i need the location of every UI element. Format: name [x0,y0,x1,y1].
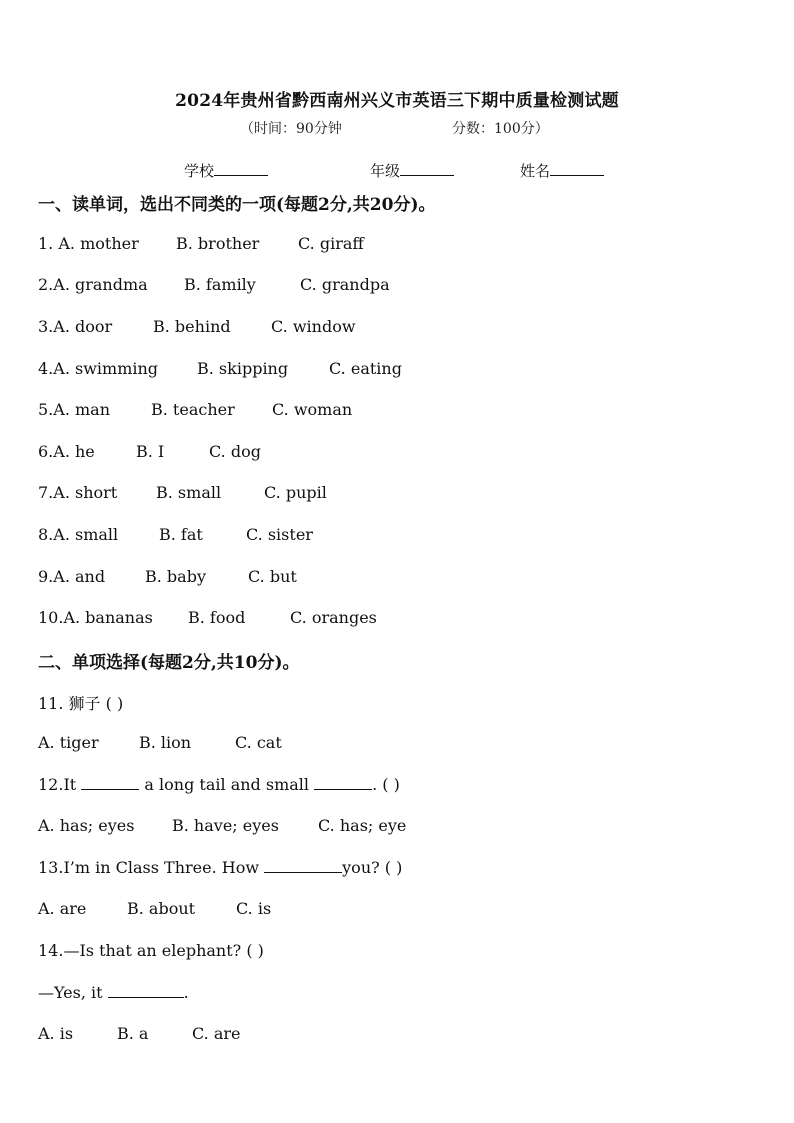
question-text: a long tail and small [144,775,310,794]
option-c: C. woman [272,400,353,419]
grade-label: 年级 [370,162,401,180]
option-b: B. small [156,483,222,502]
option-a: 9.A. and [38,567,106,586]
option-a: 5.A. man [38,400,111,419]
answer-blank[interactable] [264,858,342,873]
question-text: . [183,983,189,1002]
question-text: 13.I’m in Class Three. How [38,858,260,877]
section1-heading: 一、读单词，选出不同类的一项(每题2分,共20分)。 [38,195,436,215]
option-b: B. behind [153,317,231,336]
option-c: C. cat [235,733,282,752]
section2-heading: 二、单项选择(每题2分,共10分)。 [38,653,300,673]
name-label: 姓名 [520,162,551,180]
option-a: A. tiger [38,733,99,752]
option-b: B. about [127,899,196,918]
option-c: C. are [192,1024,241,1043]
option-c: C. dog [209,442,261,461]
option-b: B. a [117,1024,149,1043]
name-blank[interactable] [550,161,604,176]
question-11: 11. 狮子 ( ) [38,694,124,713]
option-b: B. have; eyes [172,816,279,835]
option-b: B. teacher [151,400,235,419]
time-info: （时间：90分钟 [240,121,342,137]
option-b: B. I [136,442,165,461]
page-title: 2024年贵州省黔西南州兴义市英语三下期中质量检测试题 [175,91,619,111]
school-label: 学校 [184,162,215,180]
option-b: B. baby [145,567,206,586]
answer-blank[interactable] [314,775,372,790]
option-a: A. is [38,1024,74,1043]
option-a: 7.A. short [38,483,118,502]
option-c: C. has; eye [318,816,407,835]
option-c: C. eating [329,359,402,378]
answer-blank[interactable] [81,775,139,790]
option-b: B. fat [159,525,203,544]
question-text: 12.It [38,775,77,794]
option-c: C. window [271,317,356,336]
grade-blank[interactable] [400,161,454,176]
question-text: —Yes, it [38,983,103,1002]
option-c: C. giraff [298,234,364,253]
school-field[interactable] [184,160,268,181]
option-a: 1. A. mother [38,234,139,253]
option-b: B. family [184,275,256,294]
option-c: C. but [248,567,297,586]
option-c: C. grandpa [300,275,390,294]
option-c: C. sister [246,525,313,544]
option-a: A. are [38,899,87,918]
option-b: B. food [188,608,246,627]
option-b: B. lion [139,733,192,752]
answer-bracket: . ( ) [372,775,400,794]
option-a: 8.A. small [38,525,119,544]
school-blank[interactable] [214,161,268,176]
option-a: 6.A. he [38,442,95,461]
question-14-reply [38,983,189,1002]
option-c: C. oranges [290,608,377,627]
option-a: A. has; eyes [38,816,135,835]
option-b: B. brother [176,234,260,253]
question-13 [38,858,402,877]
option-c: C. is [236,899,272,918]
option-b: B. skipping [197,359,289,378]
name-field[interactable] [520,160,604,181]
grade-field[interactable] [370,160,454,181]
option-c: C. pupil [264,483,327,502]
score-info: 分数：100分） [452,121,549,137]
question-12 [38,775,400,794]
option-a: 2.A. grandma [38,275,148,294]
answer-bracket: you? ( ) [342,858,403,877]
option-a: 4.A. swimming [38,359,159,378]
option-a: 3.A. door [38,317,113,336]
option-a: 10.A. bananas [38,608,153,627]
answer-blank[interactable] [108,983,184,998]
question-14: 14.—Is that an elephant? ( ) [38,941,264,960]
